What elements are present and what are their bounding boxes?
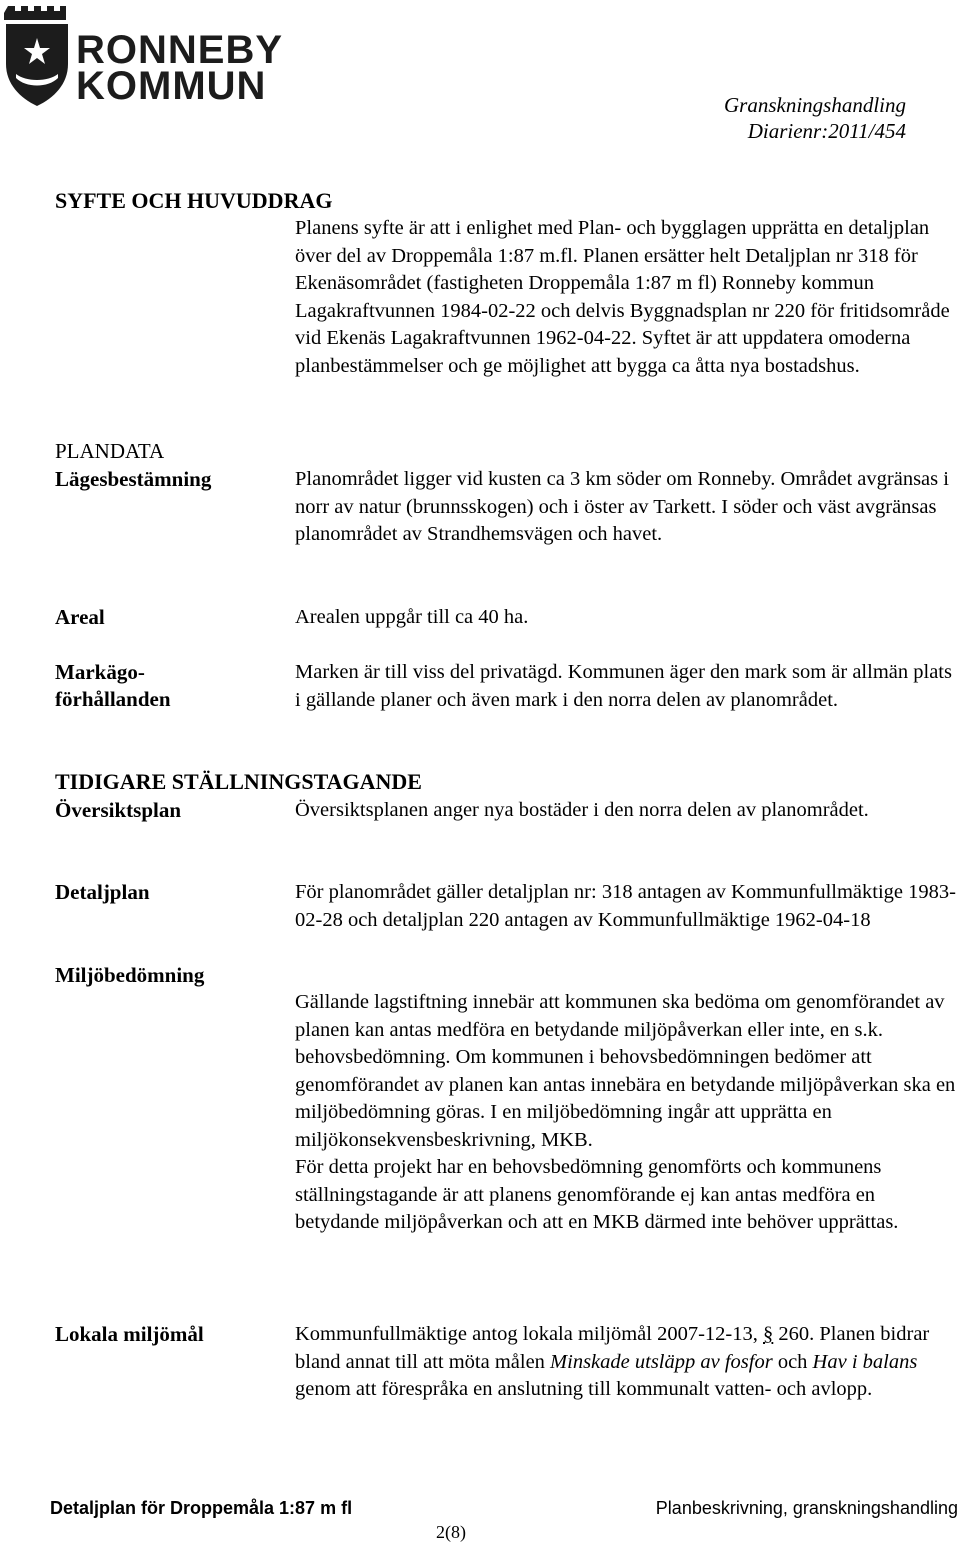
section-heading-tidigare: TIDIGARE STÄLLNINGSTAGANDE <box>55 769 422 794</box>
lage-text <box>295 466 960 549</box>
syfte-text <box>295 215 960 380</box>
lokala-goal-1: Minskade utsläpp av fosfor <box>550 1350 773 1373</box>
logo <box>4 2 284 110</box>
footer-right: Planbeskrivning, granskningshandling <box>655 1498 958 1518</box>
lokala-text-b: 260. Planen bidrar bland annat till att möta målen <box>295 1323 930 1373</box>
areal-paragraph: Arealen uppgår till ca 40 ha. <box>295 606 529 628</box>
label-markago-line-1: Markägo- <box>55 660 145 684</box>
oversikt-paragraph: Översiktsplanen anger nya bostäder i den norra delen av planområdet. <box>295 799 869 821</box>
coat-of-arms-icon <box>4 2 70 108</box>
page-number: 2(8) <box>436 1522 466 1542</box>
section-heading-syfte: SYFTE OCH HUVUDDRAG <box>55 188 333 213</box>
lokala-text-d: genom att förespråka en anslutning till kommunalt vatten- och avlopp. <box>295 1378 873 1400</box>
lokala-text-a: Kommunfullmäktige antog lokala miljömål 2007-12-13, <box>295 1323 764 1345</box>
lage-paragraph: Planområdet ligger vid kusten ca 3 km söder om Ronneby. Området avgränsas i norr av natur (brunnsskogen) och i öster av Tarkett. I söder och väst avgränsas planområdet av Strandhemsvägen och havet. <box>295 468 949 545</box>
syfte-paragraph: Planens syfte är att i enlighet med Plan- och bygglagen upprätta en detaljplan över del av Droppemåla 1:87 m.fl. Planen ersätter helt Detaljplan nr 318 för Ekenäsområdet (fastigheten Droppemåla 1:87 m fl) Ronneby kommun Lagakraftvunnen 1984-02-22 och delvis Byggnadsplan nr 220 för fritidsområde vid Ekenäs Lagakraftvunnen 1962-04-22. Syftet är att uppdatera omoderna planbestämmelser och ge möjlighet att bygga ca åtta nya bostadshus. <box>295 217 950 377</box>
detalj-text <box>295 879 960 934</box>
areal-text <box>295 604 960 632</box>
label-markagoforhallanden <box>55 659 171 713</box>
oversikt-text <box>295 797 960 825</box>
label-areal: Areal <box>55 605 105 629</box>
miljo-text <box>295 989 960 1237</box>
label-oversiktsplan: Översiktsplan <box>55 798 182 822</box>
section-heading-plandata: PLANDATA <box>55 439 165 463</box>
miljo-paragraph-1: Gällande lagstiftning innebär att kommunen ska bedöma om genomförandet av planen kan antas medföra en betydande miljöpåverkan eller inte, en s.k. behovsbedömning. Om kommunen i behovsbedömningen bedömer att genomförandet av planen kan antas innebära en betydande miljöpåverkan ska en miljöbedömning göras. I en miljöbedömning ingår att upprätta en miljökonsekvensbeskrivning, MKB. <box>295 991 956 1151</box>
label-lagesbestamning: Lägesbestämning <box>55 467 212 491</box>
miljo-paragraph-2: För detta projekt har en behovsbedömning genomförts och kommunens ställningstagande är att planens genomförande ej kan antas medföra en betydande miljöpåverkan och att en MKB därmed inte behöver upprättas. <box>295 1156 899 1233</box>
logo-line-2: KOMMUN <box>76 64 267 108</box>
paragraph-sign: § <box>763 1323 774 1345</box>
logo-line-1: RONNEBY <box>76 28 284 72</box>
lokala-text-c: och <box>772 1350 813 1373</box>
diarienr: Diarienr:2011/454 <box>747 119 906 143</box>
doc-status: Granskningshandling <box>723 93 906 117</box>
lokala-paragraph <box>295 1321 960 1404</box>
label-lokala-miljomal: Lokala miljömål <box>55 1322 204 1346</box>
label-miljobedomning: Miljöbedömning <box>55 963 205 987</box>
footer-left: Detaljplan för Droppemåla 1:87 m fl <box>50 1498 353 1518</box>
mark-paragraph: Marken är till viss del privatägd. Kommunen äger den mark som är allmän plats i gällande planer och även mark i den norra delen av planområdet. <box>295 661 952 711</box>
lokala-text <box>295 1321 960 1404</box>
mark-text <box>295 659 960 714</box>
label-detaljplan: Detaljplan <box>55 880 150 904</box>
label-markago-line-2: förhållanden <box>55 687 171 711</box>
lokala-goal-2: Hav i balans <box>812 1350 918 1373</box>
detalj-paragraph: För planområdet gäller detaljplan nr: 318 antagen av Kommunfullmäktige 1983-02-28 och detaljplan 220 antagen av Kommunfullmäktige 1962-04-18 <box>295 881 956 931</box>
